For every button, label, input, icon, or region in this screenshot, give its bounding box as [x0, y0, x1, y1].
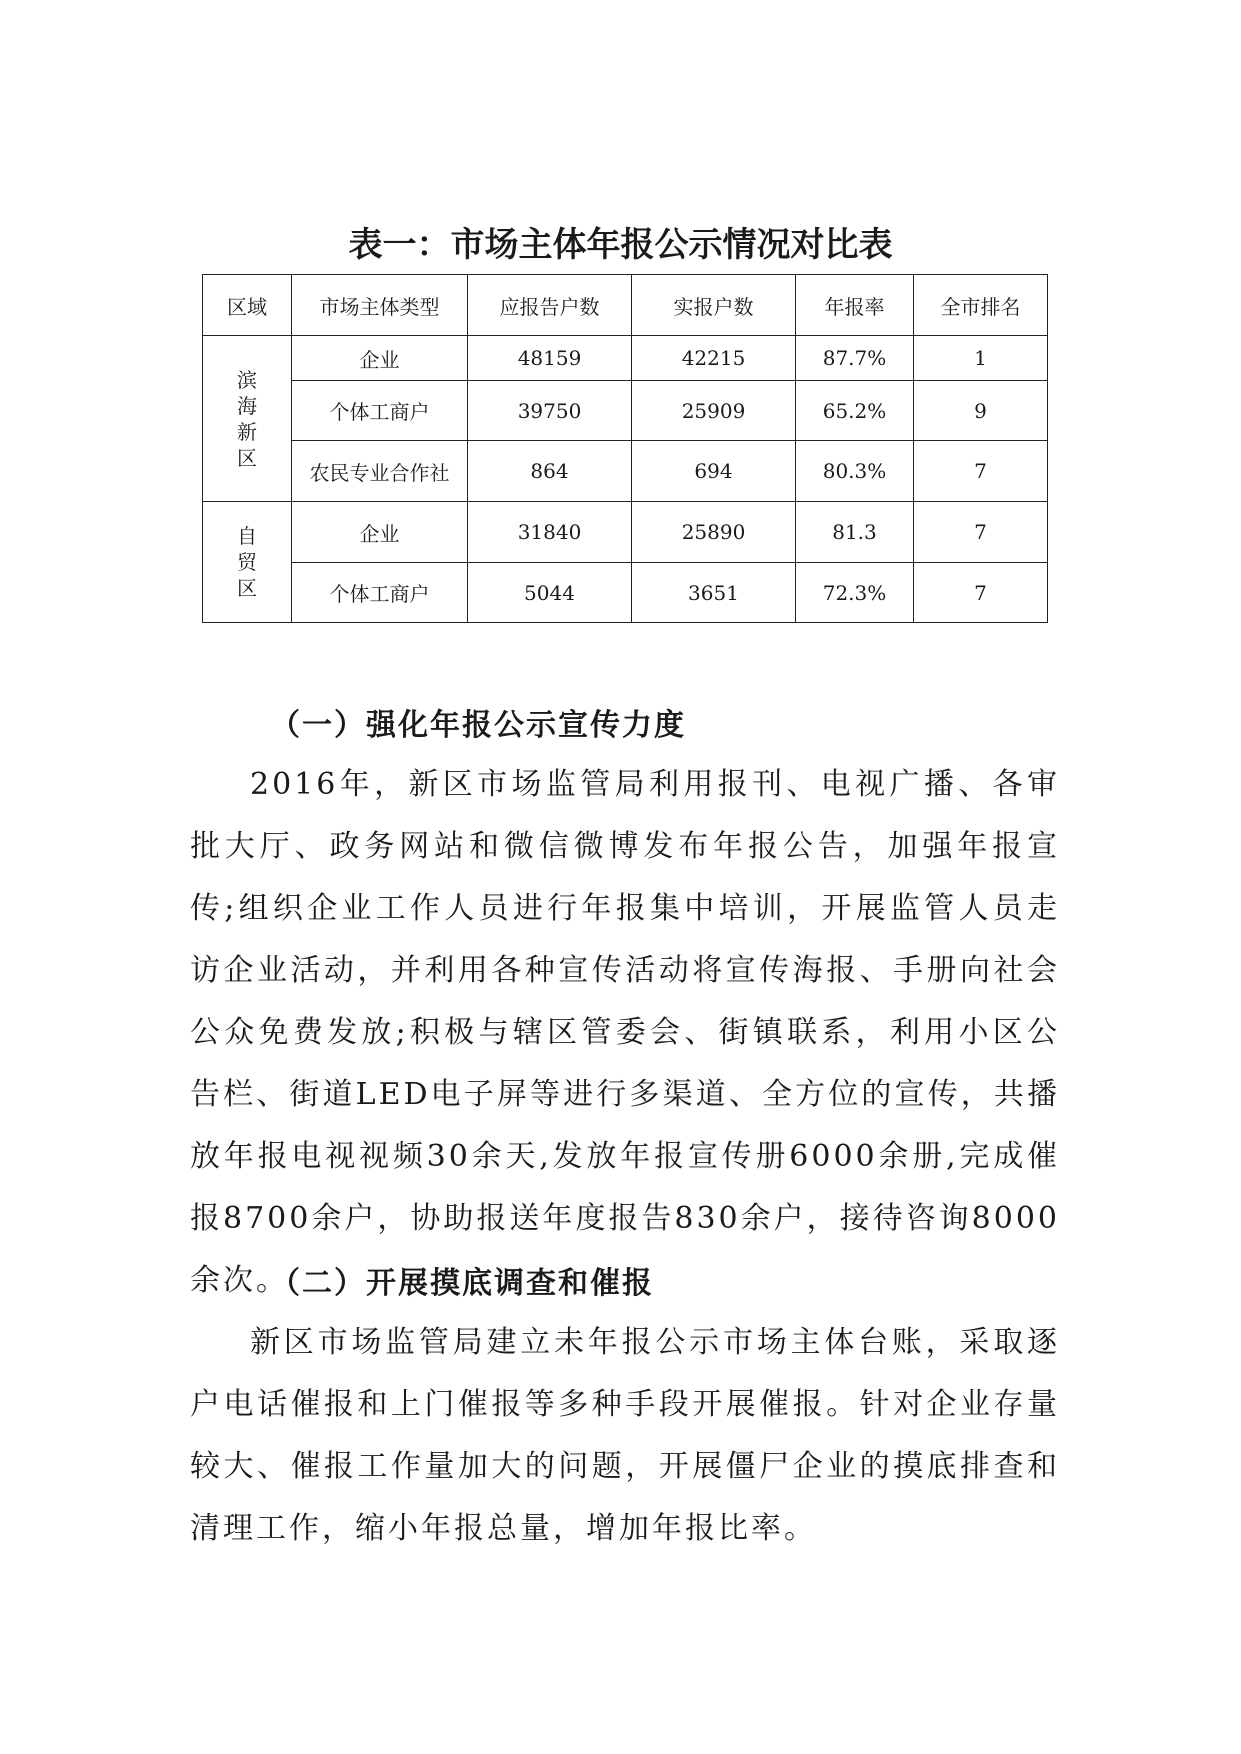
required-count-cell: 864: [468, 441, 632, 502]
entity-type-cell: 农民专业合作社: [292, 441, 468, 502]
report-rate-cell: 80.3%: [796, 441, 914, 502]
required-count-cell: 5044: [468, 563, 632, 623]
comparison-table: [202, 274, 1048, 623]
section-paragraph-publicity: 2016年，新区市场监管局利用报刊、电视广播、各审批大厅、政务网站和微信微博发布年报公告，加强年报宣传;组织企业工作人员进行年报集中培训，开展监管人员走访企业活动，并利用各种宣传活动将宣传海报、手册向社会公众免费发放;积极与辖区管委会、街镇联系，利用小区公告栏、街道LED电子屏等进行多渠道、全方位的宣传，共播放年报电视视频30余天,发放年报宣传册6000余册,完成催报8700余户，协助报送年度报告830余户，接待咨询8000余次。: [190, 767, 1060, 1298]
required-count-cell: 31840: [468, 502, 632, 563]
city-rank-cell: 7: [914, 563, 1048, 623]
header-report-rate: 年报率: [796, 275, 914, 336]
region-cell-binhai: [203, 336, 292, 502]
entity-type-cell: 个体工商户: [292, 381, 468, 441]
region-cell-ftz: [203, 502, 292, 623]
table-row: [203, 441, 1048, 502]
region-char: 自: [237, 524, 257, 548]
header-required-count: 应报告户数: [468, 275, 632, 336]
section-heading-survey: （二）开展摸底调查和催报: [270, 1266, 654, 1301]
region-char: 贸: [237, 550, 257, 574]
header-entity-type: 市场主体类型: [292, 275, 468, 336]
entity-type-cell: 企业: [292, 336, 468, 381]
region-char: 滨: [237, 367, 257, 392]
region-char: 海: [237, 393, 257, 418]
table-row: [203, 336, 1048, 381]
city-rank-cell: 7: [914, 502, 1048, 563]
header-city-rank: 全市排名: [914, 275, 1048, 336]
table-row: [203, 502, 1048, 563]
required-count-cell: 39750: [468, 381, 632, 441]
header-reported-count: 实报户数: [632, 275, 796, 336]
section-heading-publicity: （一）强化年报公示宣传力度: [270, 708, 686, 743]
reported-count-cell: 3651: [632, 563, 796, 623]
region-char: 区: [237, 445, 257, 470]
table-row: [203, 381, 1048, 441]
city-rank-cell: 9: [914, 381, 1048, 441]
section-paragraph-survey: 新区市场监管局建立未年报公示市场主体台账，采取逐户电话催报和上门催报等多种手段开展催报。针对企业存量较大、催报工作量加大的问题，开展僵尸企业的摸底排查和清理工作，缩小年报总量，增加年报比率。: [190, 1325, 1060, 1546]
table-row: [203, 563, 1048, 623]
city-rank-cell: 7: [914, 441, 1048, 502]
table-header-row: [203, 275, 1048, 336]
report-rate-cell: 72.3%: [796, 563, 914, 623]
region-char: 新: [237, 419, 257, 444]
report-rate-cell: 81.3: [796, 502, 914, 563]
city-rank-cell: 1: [914, 336, 1048, 381]
reported-count-cell: 25890: [632, 502, 796, 563]
required-count-cell: 48159: [468, 336, 632, 381]
table-title: 表一：市场主体年报公示情况对比表: [348, 225, 893, 265]
region-char: 区: [237, 576, 257, 600]
report-rate-cell: 87.7%: [796, 336, 914, 381]
reported-count-cell: 25909: [632, 381, 796, 441]
reported-count-cell: 694: [632, 441, 796, 502]
report-rate-cell: 65.2%: [796, 381, 914, 441]
header-region: 区域: [203, 275, 292, 336]
entity-type-cell: 企业: [292, 502, 468, 563]
reported-count-cell: 42215: [632, 336, 796, 381]
entity-type-cell: 个体工商户: [292, 563, 468, 623]
